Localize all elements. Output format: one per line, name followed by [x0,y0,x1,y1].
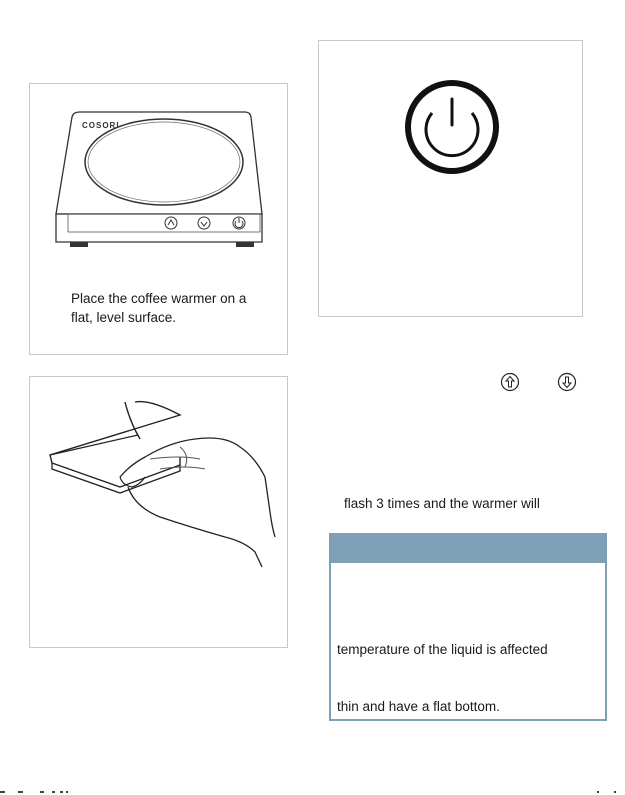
caption-line: flat, level surface. [71,310,177,325]
caption-line: Place the coffee warmer on a [71,291,247,306]
power-icon-panel [318,40,583,317]
power-icon [319,41,584,241]
flash-instruction-text: flash 3 times and the warmer will [344,496,540,511]
arrow-up-circle-icon [500,372,520,392]
tip-text-line: thin and have a flat bottom. [337,699,500,714]
hand-pressing-button-illustration [30,377,289,577]
tip-header-bar [331,535,605,563]
warmer-illustration-panel [29,83,288,355]
bottom-edge-marks [0,790,625,795]
tip-box [329,533,607,721]
placement-caption [71,289,281,327]
hand-illustration-panel [29,376,288,648]
tip-text-line: temperature of the liquid is affected [337,642,548,657]
arrow-down-circle-icon [557,372,577,392]
brand-logo: COSORI [82,121,120,130]
coffee-warmer-illustration [30,84,289,284]
